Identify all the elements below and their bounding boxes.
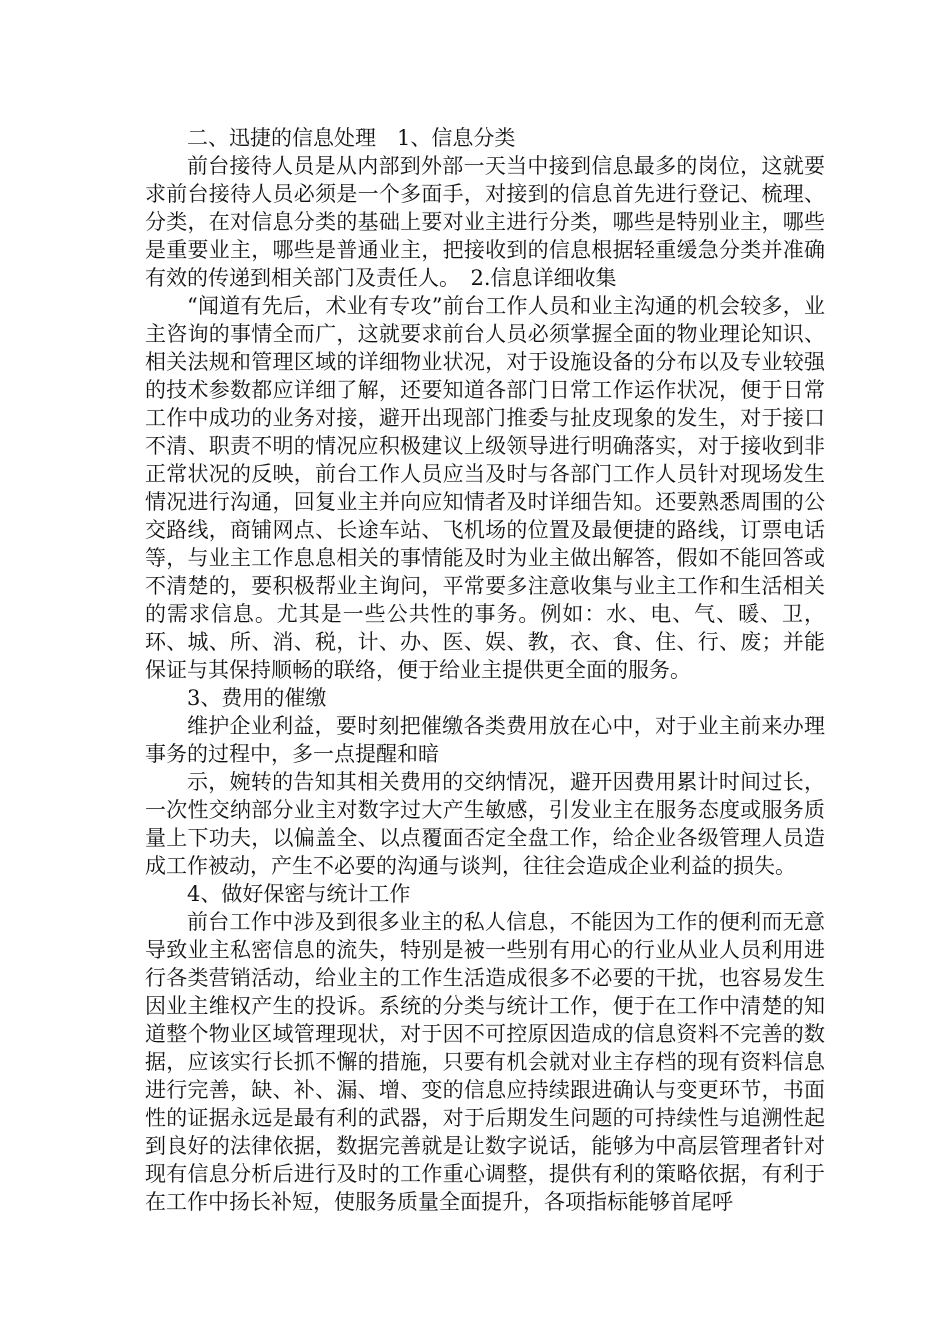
- paragraph: “闻道有先后，术业有专攻”前台工作人员和业主沟通的机会较多，业主咨询的事情全而广，这就要求前台人员必须掌握全面的物业理论知识、相关法规和管理区域的详细物业状况，对于设施设备的分布以及专业较强的技术参数都应详细了解，还要知道各部门日常工作运作状况，便于日常工作中成功的业务对接，避开出现部门推委与扯皮现象的发生，对于接口不清、职责不明的情况应积极建议上级领导进行明确落实，对于接收到非正常状况的反映，前台工作人员应当及时与各部门工作人员针对现场发生情况进行沟通，回复业主并向应知情者及时详细告知。还要熟悉周围的公交路线，商铺网点、长途车站、飞机场的位置及最便捷的路线，订票电话等，与业主工作息息相关的事情能及时为业主做出解答，假如不能回答或不清楚的，要积极帮业主询问，平常要多注意收集与业主工作和生活相关的需求信息。尤其是一些公共性的事务。例如：水、电、气、暖、卫，环、城、所、消、税，计、办、医、娱、教，衣、食、住、行、废；并能保证与其保持顺畅的联络，便于给业主提供更全面的服务。: [145, 294, 825, 682]
- paragraph: 示，婉转的告知其相关费用的交纳情况，避开因费用累计时间过长，一次性交纳部分业主对数字过大产生敏感，引发业主在服务态度或服务质量上下功夫，以偏盖全、以点覆面否定全盘工作，给企业各级管理人员造成工作被动，产生不必要的沟通与谈判，往往会造成企业利益的损失。: [145, 770, 825, 878]
- paragraph: 前台接待人员是从内部到外部一天当中接到信息最多的岗位，这就要求前台接待人员必须是一个多面手，对接到的信息首先进行登记、梳理、分类，在对信息分类的基础上要对业主进行分类，哪些是特别业主，哪些是重要业主，哪些是普通业主，把接收到的信息根据轻重缓急分类并准确有效的传递到相关部门及责任人。 2.信息详细收集: [145, 154, 825, 290]
- paragraph: 维护企业利益，要时刻把催缴各类费用放在心中，对于业主前来办理事务的过程中，多一点提醒和暗: [145, 714, 825, 766]
- section-heading: 3、费用的催缴: [187, 686, 327, 710]
- section-heading: 4、做好保密与统计工作: [187, 882, 411, 906]
- section-heading: 二、迅捷的信息处理 1、信息分类: [187, 126, 516, 150]
- paragraph: 前台工作中涉及到很多业主的私人信息，不能因为工作的便利而无意导致业主私密信息的流失，特别是被一些别有用心的行业从业人员利用进行各类营销活动，给业主的工作生活造成很多不必要的干扰，也容易发生因业主维权产生的投诉。系统的分类与统计工作，便于在工作中清楚的知道整个物业区域管理现状，对于因不可控原因造成的信息资料不完善的数据，应该实行长抓不懈的措施，只要有机会就对业主存档的现有资料信息进行完善，缺、补、漏、增、变的信息应持续跟进确认与变更环节，书面性的证据永远是最有利的武器，对于后期发生问题的可持续性与追溯性起到良好的法律依据，数据完善就是让数字说话，能够为中高层管理者针对现有信息分析后进行及时的工作重心调整，提供有利的策略依据，有利于在工作中扬长补短，使服务质量全面提升，各项指标能够首尾呼: [145, 910, 825, 1214]
- document-body: [145, 124, 825, 1216]
